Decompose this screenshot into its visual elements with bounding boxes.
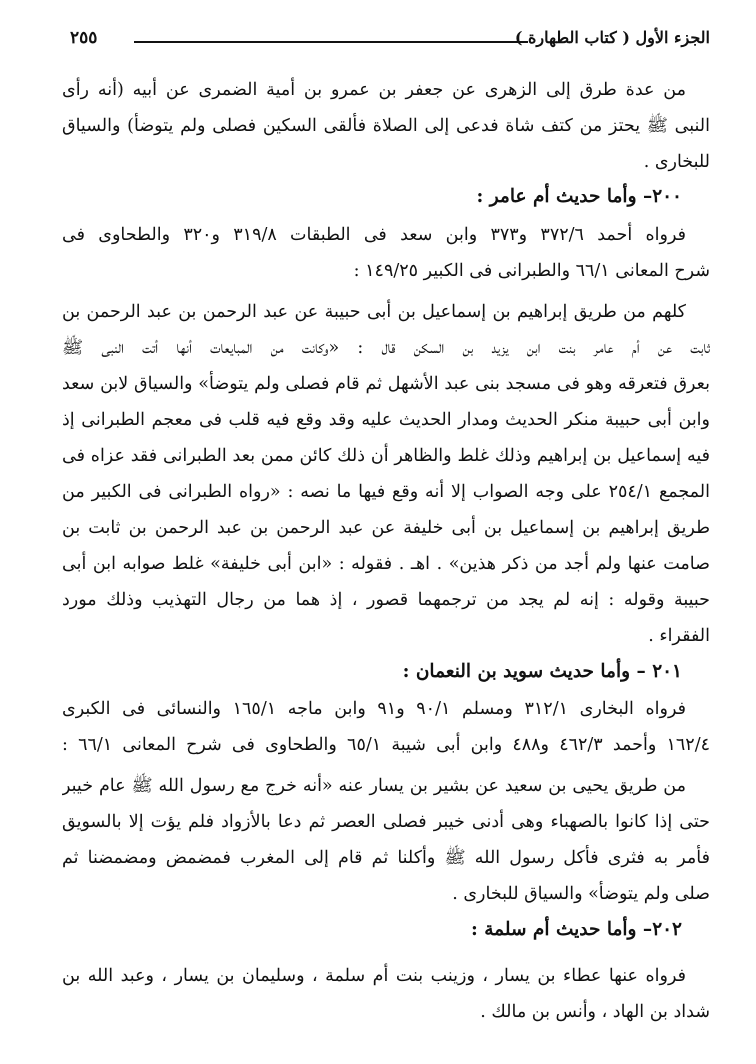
page-header xyxy=(62,26,710,56)
text-line: فرواه البخارى ٣١٢/١ ومسلم ٩٠/١ و٩١ وابن ماجه ١٦٥/١ والنسائى فى الكبرى xyxy=(62,699,686,719)
text-line: صلى ولم يتوضأ» والسياق للبخارى . xyxy=(452,884,710,904)
text-line: للبخارى . xyxy=(643,152,710,172)
document-page xyxy=(62,18,710,1048)
text-line: ثابت عن أم عامر بنت ابن يزيد بن السكن قال : «وكانت من المبايعات أنها أتت النبى ﷺ xyxy=(62,338,710,358)
text-line: صامت عنها ولم أجد من ذكر هذين» . اهـ . فقوله : «ابن أبى خليفة» غلط صوابه ابن أبى xyxy=(62,554,710,574)
text-line: من طريق يحيى بن سعيد عن بشير بن يسار عنه «أنه خرج مع رسول الله ﷺ عام خيبر xyxy=(62,776,686,796)
text-line: المجمع ٢٥٤/١ على وجه الصواب إلا أنه وقع فيها ما نصه : «رواه الطبرانى فى الكبير من xyxy=(62,482,710,502)
header-rule xyxy=(134,41,528,43)
text-line: كلهم من طريق إبراهيم بن إسماعيل بن أبى حبيبة عن عبد الرحمن بن عبد الرحمن بن xyxy=(62,302,686,322)
text-line: من عدة طرق إلى الزهرى عن جعفر بن عمرو بن أمية الضمرى عن أبيه (أنه رأى xyxy=(62,80,686,100)
text-line: الفقراء . xyxy=(648,626,710,646)
running-title: الجزء الأول ( كتاب الطهارة ) xyxy=(514,28,710,47)
text-line: فرواه عنها عطاء بن يسار ، وزينب بنت أم سلمة ، وسليمان بن يسار ، وعبد الله بن xyxy=(62,966,686,986)
text-line: بعرق فتعرقه وهو فى مسجد بنى عبد الأشهل ثم قام فصلى ولم يتوضأ» والسياق لابن سعد xyxy=(62,374,710,394)
text-line: النبى ﷺ يحتز من كتف شاة فدعى إلى الصلاة فألقى السكين فصلى ولم يتوضأ) والسياق xyxy=(62,116,710,136)
text-line: وابن أبى حبيبة منكر الحديث ومدار الحديث عليه وقد وقع فيه قلب فى معجم الطبرانى إذ xyxy=(62,410,710,430)
section-heading-202: ٢٠٢– وأما حديث أم سلمة : xyxy=(470,919,682,940)
page-number: ٢٥٥ xyxy=(70,28,98,48)
text-line: شرح المعانى ٦٦/١ والطبرانى فى الكبير ١٤٩/٢٥ : xyxy=(353,261,710,281)
text-line: حبيبة وقوله : إنه لم يجد من ترجمهما قصور ، إذ هما من رجال التهذيب وذلك مورد xyxy=(62,590,710,610)
section-heading-200: ٢٠٠– وأما حديث أم عامر : xyxy=(476,186,682,207)
text-line: فرواه أحمد ٣٧٢/٦ و٣٧٣ وابن سعد فى الطبقات ٣١٩/٨ و٣٢٠ والطحاوى فى xyxy=(62,225,686,245)
text-line: فأمر به فثرى فأكل رسول الله ﷺ وأكلنا ثم قام إلى المغرب فمضمض ومضمضنا ثم xyxy=(62,848,710,868)
text-line: حتى إذا كانوا بالصهباء وهى أدنى خيبر فصلى العصر ثم دعا بالأزواد فلم يؤت إلا بالسويق xyxy=(62,812,710,832)
text-line: فيه إسماعيل بن إبراهيم وذلك غلط والظاهر أن ذلك كائن ممن بعد الطبرانى فقد عزاه فى xyxy=(62,446,710,466)
text-line: طريق إبراهيم بن إسماعيل بن أبى خليفة عن عبد الرحمن بن عبد الرحمن بن ثابت بن xyxy=(62,518,710,538)
section-heading-201: ٢٠١ – وأما حديث سويد بن النعمان : xyxy=(402,661,682,682)
text-line: ١٦٢/٤ وأحمد ٤٦٢/٣ و٤٨٨ وابن أبى شيبة ٦٥/١ والطحاوى فى شرح المعانى ٦٦/١ : xyxy=(62,735,710,755)
text-line: شداد بن الهاد ، وأنس بن مالك . xyxy=(480,1002,710,1022)
